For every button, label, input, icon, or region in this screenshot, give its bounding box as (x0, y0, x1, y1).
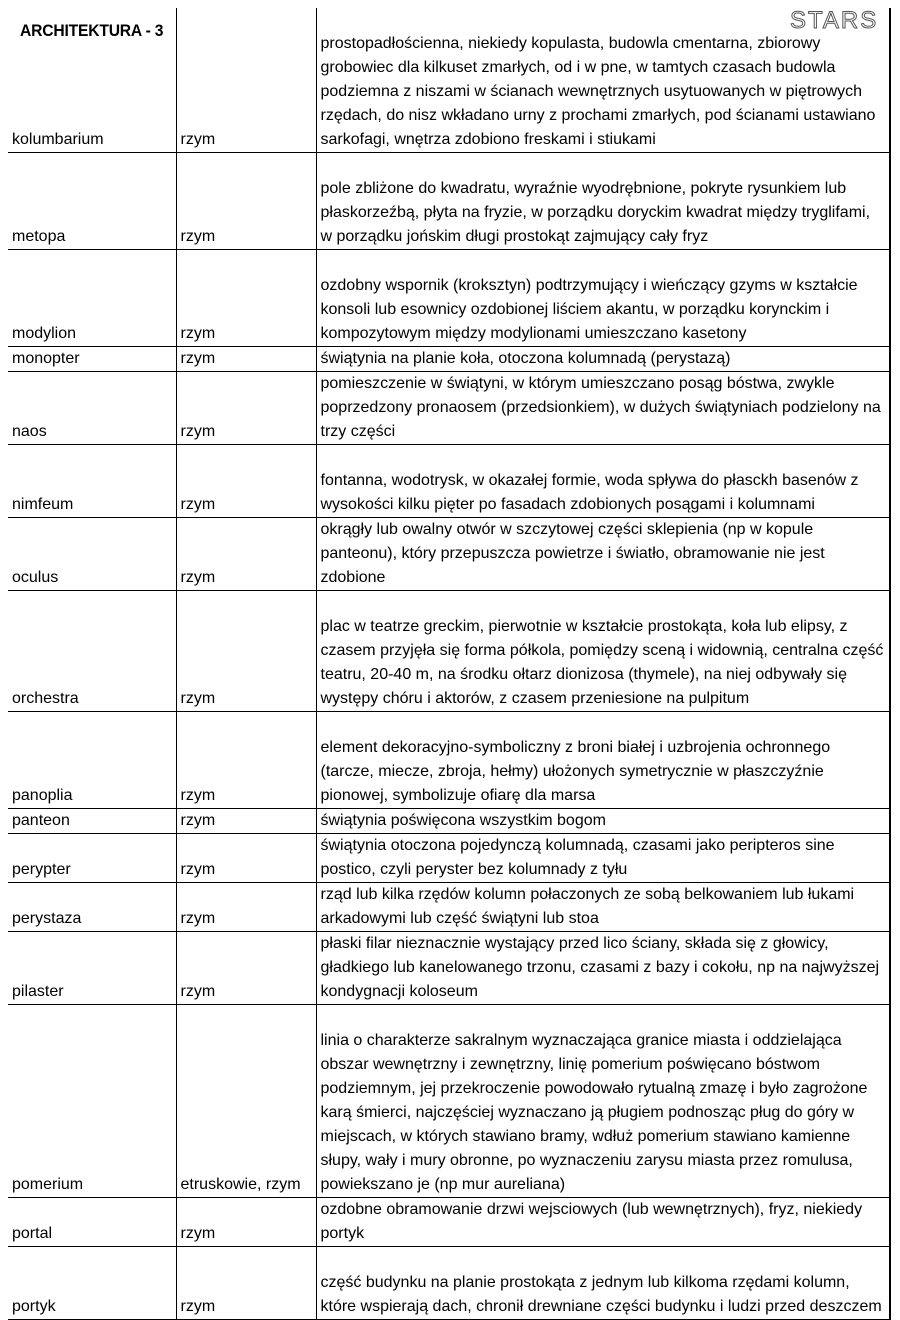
term-cell: perypter (8, 834, 176, 883)
description-cell: element dekoracyjno-symboliczny z broni białej i uzbrojenia ochronnego (tarcze, miecze, zbroja, hełmy) ułożonych symetrycznie w płaszczyźnie pionowej, symbolizuje ofiarę dla marsa (316, 712, 890, 809)
term-cell: naos (8, 372, 176, 445)
term-cell: modylion (8, 250, 176, 347)
region-cell: rzym (176, 8, 316, 153)
table-row (8, 1005, 890, 1198)
description-cell: świątynia na planie koła, otoczona kolumnadą (perystazą) (316, 347, 890, 372)
description-cell: część budynku na planie prostokąta z jednym lub kilkoma rzędami kolumn, które wspierają dach, chronił drewniane części budynku i ludzi przed deszczem (316, 1247, 890, 1320)
glossary-table (8, 8, 891, 1320)
term-cell: pilaster (8, 932, 176, 1005)
description-cell: pole zbliżone do kwadratu, wyraźnie wyodrębnione, pokryte rysunkiem lub płaskorzeźbą, płyta na fryzie, w porządku doryckim kwadrat między tryglifami, w porządku jońskim długi prostokąt zajmujący cały fryz (316, 153, 890, 250)
table-row (8, 153, 890, 250)
description-cell: płaski filar nieznacznie wystający przed lico ściany, składa się z głowicy, gładkiego lub kanelowanego trzonu, czasami z bazy i cokołu, np na najwyższej kondygnacji koloseum (316, 932, 890, 1005)
region-cell: rzym (176, 809, 316, 834)
region-cell: etruskowie, rzym (176, 1005, 316, 1198)
table-row (8, 1198, 890, 1247)
region-cell: rzym (176, 372, 316, 445)
term-cell: monopter (8, 347, 176, 372)
table-row (8, 591, 890, 712)
logo-text: STARS (790, 7, 879, 34)
region-cell: rzym (176, 445, 316, 518)
page-title: ARCHITEKTURA - 3 (20, 21, 164, 40)
description-cell: okrągły lub owalny otwór w szczytowej części sklepienia (np w kopule panteonu), który przepuszcza powietrze i światło, obramowanie nie jest zdobione (316, 518, 890, 591)
table-row (8, 883, 890, 932)
region-cell: rzym (176, 932, 316, 1005)
table-row (8, 250, 890, 347)
description-cell: świątynia otoczona pojedynczą kolumnadą, czasami jako peripteros sine postico, czyli peryster bez kolumnady z tyłu (316, 834, 890, 883)
table-row (8, 372, 890, 445)
description-cell: fontanna, wodotrysk, w okazałej formie, woda spływa do płasckh basenów z wysokości kilku pięter po fasadach zdobionych posągami i kolumnami (316, 445, 890, 518)
region-cell: rzym (176, 518, 316, 591)
term-cell: portyk (8, 1247, 176, 1320)
region-cell: rzym (176, 153, 316, 250)
region-cell: rzym (176, 591, 316, 712)
table-row (8, 1247, 890, 1320)
term-cell: panoplia (8, 712, 176, 809)
region-cell: rzym (176, 834, 316, 883)
term-cell: kolumbarium (8, 8, 176, 153)
term-cell: panteon (8, 809, 176, 834)
region-cell: rzym (176, 347, 316, 372)
region-cell: rzym (176, 1198, 316, 1247)
table-row (8, 347, 890, 372)
term-cell: pomerium (8, 1005, 176, 1198)
stars-logo-icon (790, 6, 890, 34)
region-cell: rzym (176, 712, 316, 809)
term-cell: orchestra (8, 591, 176, 712)
description-cell: ozdobne obramowanie drzwi wejsciowych (lub wewnętrznych), fryz, niekiedy portyk (316, 1198, 890, 1247)
table-row (8, 809, 890, 834)
region-cell: rzym (176, 1247, 316, 1320)
table-row (8, 445, 890, 518)
description-cell: linia o charakterze sakralnym wyznaczająca granice miasta i oddzielająca obszar wewnętrzny i zewnętrzny, linię pomerium poświęcano bóstwom podziemnym, jej przekroczenie powodowało rytualną zmazę i było zagrożone karą śmierci, najczęściej wyznaczano ją pługiem podnosząc pług do góry w miejscach, w których stawiano bramy, wdłuż pomerium stawiano kamienne słupy, wały i mury obronne, po wyznaczeniu zarysu miasta przez romulusa, powiekszano je (np mur aureliana) (316, 1005, 890, 1198)
description-cell: plac w teatrze greckim, pierwotnie w kształcie prostokąta, koła lub elipsy, z czasem przyjęła się forma półkola, pomiędzy sceną i widownią, centralna część teatru, 20-40 m, na środku ołtarz dionizosa (thymele), na niej odbywały się występy chóru i aktorów, z czasem przeniesione na pulpitum (316, 591, 890, 712)
region-cell: rzym (176, 250, 316, 347)
table-row (8, 518, 890, 591)
table-row (8, 834, 890, 883)
term-cell: metopa (8, 153, 176, 250)
description-cell: ozdobny wspornik (kroksztyn) podtrzymujący i wieńczący gzyms w kształcie konsoli lub esownicy ozdobionej liściem akantu, w porządku korynckim i kompozytowym między modylionami umieszczano kasetony (316, 250, 890, 347)
term-cell: portal (8, 1198, 176, 1247)
description-cell: świątynia poświęcona wszystkim bogom (316, 809, 890, 834)
region-cell: rzym (176, 883, 316, 932)
table-row (8, 932, 890, 1005)
table-row (8, 712, 890, 809)
description-cell: rząd lub kilka rzędów kolumn połaczonych ze sobą belkowaniem lub łukami arkadowymi lub część świątyni lub stoa (316, 883, 890, 932)
term-cell: perystaza (8, 883, 176, 932)
description-cell: pomieszczenie w świątyni, w którym umieszczano posąg bóstwa, zwykle poprzedzony pronaosem (przedsionkiem), w dużych świątyniach podzielony na trzy części (316, 372, 890, 445)
description-cell: prostopadłościenna, niekiedy kopulasta, budowla cmentarna, zbiorowy grobowiec dla kilkuset zmarłych, od i w pne, w tamtych czasach budowla podziemna z niszami w ścianach wewnętrznych usytuowanych w piętrowych rzędach, do nisz wkładano urny z prochami zmarłych, pod ścianami ustawiano sarkofagi, wnętrza zdobiono freskami i stiukami (316, 8, 890, 153)
term-cell: oculus (8, 518, 176, 591)
term-cell: nimfeum (8, 445, 176, 518)
